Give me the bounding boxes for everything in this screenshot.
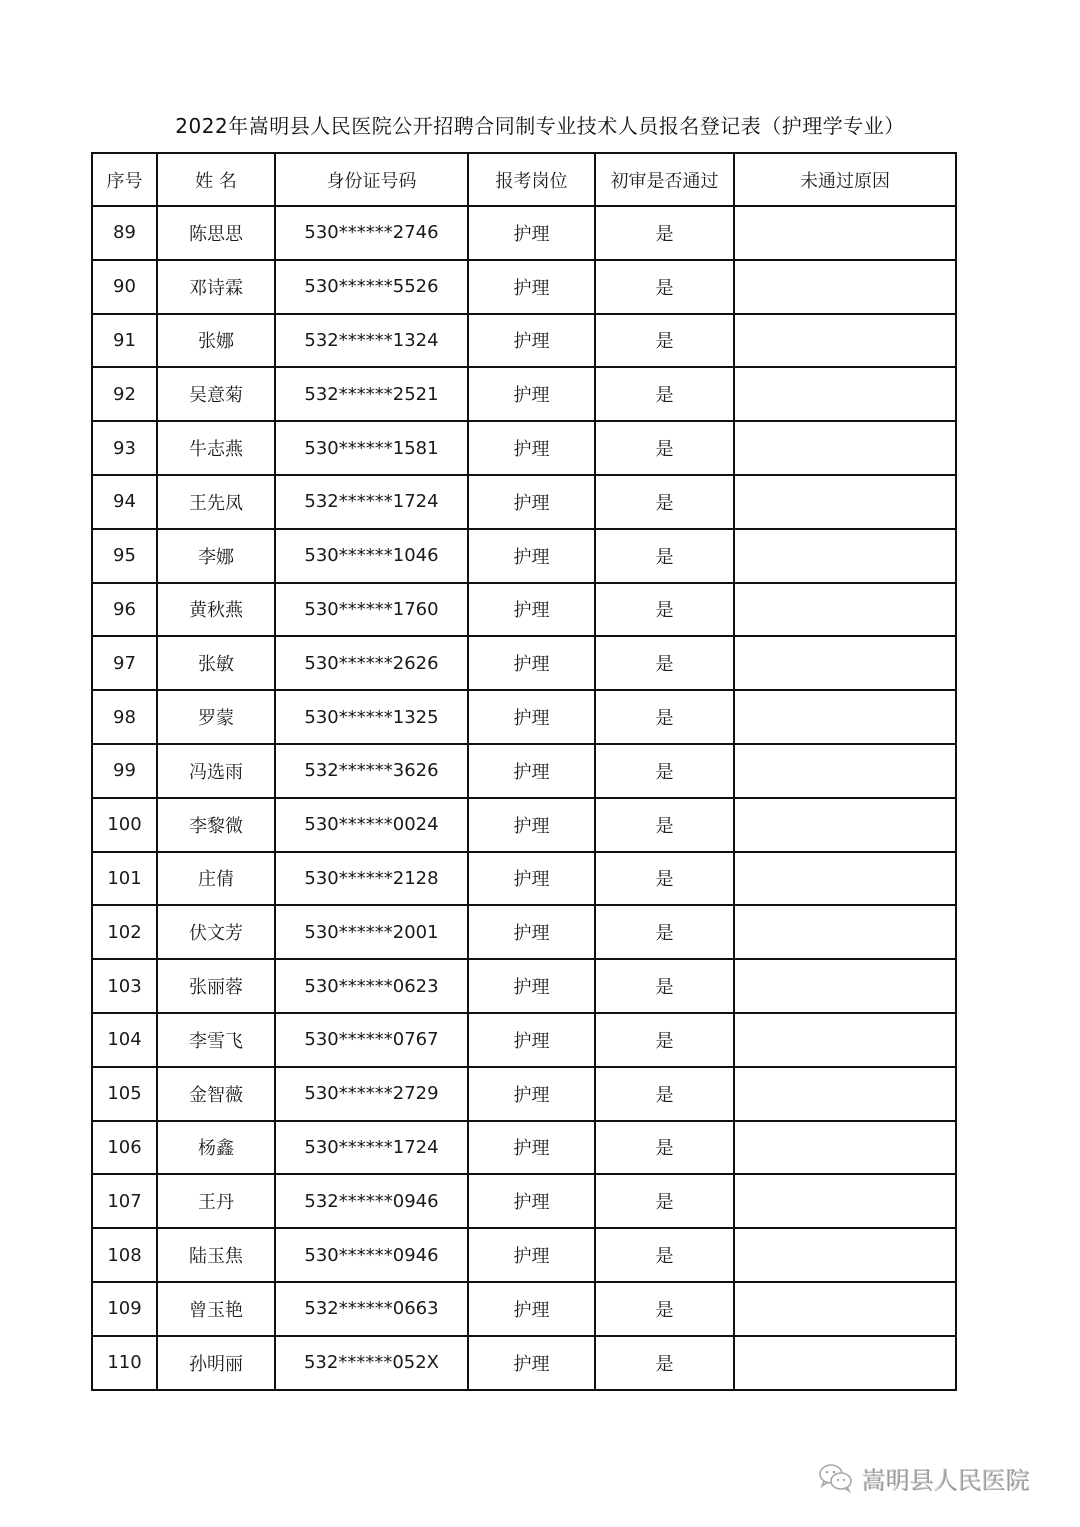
table-row [92,744,956,798]
table-row [92,1067,956,1121]
row-number: 99 [92,744,157,798]
applicant-name: 曾玉艳 [157,1282,275,1336]
review-passed: 是 [595,1336,734,1390]
id-number: 532******052X [275,1336,468,1390]
applicant-name: 张丽蓉 [157,959,275,1013]
row-number: 98 [92,690,157,744]
table-row [92,905,956,959]
fail-reason [734,260,956,314]
fail-reason [734,1282,956,1336]
review-passed: 是 [595,1174,734,1228]
applicant-name: 金智薇 [157,1067,275,1121]
review-passed: 是 [595,1013,734,1067]
applicant-name: 伏文芳 [157,905,275,959]
applied-post: 护理 [468,690,595,744]
review-passed: 是 [595,1067,734,1121]
fail-reason [734,636,956,690]
applicant-name: 杨鑫 [157,1121,275,1175]
fail-reason [734,583,956,637]
row-number: 104 [92,1013,157,1067]
applicant-name: 吴意菊 [157,367,275,421]
applicant-name: 王丹 [157,1174,275,1228]
applied-post: 护理 [468,421,595,475]
fail-reason [734,852,956,906]
table-row [92,529,956,583]
id-number: 530******1724 [275,1121,468,1175]
id-number: 530******5526 [275,260,468,314]
row-number: 103 [92,959,157,1013]
applicant-name: 张娜 [157,314,275,368]
fail-reason [734,529,956,583]
fail-reason [734,744,956,798]
applicant-name: 张敏 [157,636,275,690]
table-row [92,475,956,529]
review-passed: 是 [595,744,734,798]
id-number: 530******2729 [275,1067,468,1121]
fail-reason [734,798,956,852]
table-row [92,690,956,744]
review-passed: 是 [595,367,734,421]
id-number: 530******0767 [275,1013,468,1067]
table-row [92,1121,956,1175]
review-passed: 是 [595,905,734,959]
review-passed: 是 [595,529,734,583]
document-title: 2022年嵩明县人民医院公开招聘合同制专业技术人员报名登记表（护理学专业） [175,114,905,138]
id-number: 530******0946 [275,1228,468,1282]
fail-reason [734,959,956,1013]
header-reason: 未通过原因 [734,153,956,206]
applied-post: 护理 [468,260,595,314]
id-number: 530******0623 [275,959,468,1013]
id-number: 530******1760 [275,583,468,637]
applied-post: 护理 [468,1121,595,1175]
applied-post: 护理 [468,1228,595,1282]
applied-post: 护理 [468,1282,595,1336]
review-passed: 是 [595,636,734,690]
id-number: 532******2521 [275,367,468,421]
row-number: 92 [92,367,157,421]
applicant-name: 孙明丽 [157,1336,275,1390]
table-row [92,367,956,421]
applied-post: 护理 [468,959,595,1013]
applicant-name: 罗蒙 [157,690,275,744]
header-id-number: 身份证号码 [275,153,468,206]
wechat-icon [818,1462,854,1494]
table-row [92,1282,956,1336]
table-row [92,852,956,906]
row-number: 89 [92,206,157,260]
table-header-row [92,153,956,206]
applied-post: 护理 [468,1013,595,1067]
applied-post: 护理 [468,744,595,798]
review-passed: 是 [595,583,734,637]
review-passed: 是 [595,959,734,1013]
fail-reason [734,1013,956,1067]
header-post: 报考岗位 [468,153,595,206]
id-number: 532******0663 [275,1282,468,1336]
table-row [92,206,956,260]
row-number: 95 [92,529,157,583]
table-row [92,798,956,852]
review-passed: 是 [595,1228,734,1282]
applicant-name: 李娜 [157,529,275,583]
table-row [92,959,956,1013]
row-number: 97 [92,636,157,690]
applicant-name: 牛志燕 [157,421,275,475]
row-number: 90 [92,260,157,314]
review-passed: 是 [595,421,734,475]
table-row [92,1228,956,1282]
applied-post: 护理 [468,583,595,637]
id-number: 530******2001 [275,905,468,959]
id-number: 532******1324 [275,314,468,368]
applied-post: 护理 [468,314,595,368]
header-no: 序号 [92,153,157,206]
applied-post: 护理 [468,529,595,583]
applied-post: 护理 [468,1336,595,1390]
fail-reason [734,1174,956,1228]
table-row [92,636,956,690]
applied-post: 护理 [468,1067,595,1121]
id-number: 532******1724 [275,475,468,529]
review-passed: 是 [595,1121,734,1175]
row-number: 101 [92,852,157,906]
applied-post: 护理 [468,1174,595,1228]
review-passed: 是 [595,690,734,744]
row-number: 94 [92,475,157,529]
registration-table [91,152,957,1391]
table-row [92,421,956,475]
applied-post: 护理 [468,905,595,959]
row-number: 109 [92,1282,157,1336]
fail-reason [734,905,956,959]
watermark [818,1458,1030,1498]
table-row [92,260,956,314]
fail-reason [734,1121,956,1175]
applicant-name: 冯选雨 [157,744,275,798]
row-number: 105 [92,1067,157,1121]
watermark-text: 嵩明县人民医院 [862,1466,1030,1495]
applicant-name: 李黎微 [157,798,275,852]
applied-post: 护理 [468,206,595,260]
applicant-name: 陆玉焦 [157,1228,275,1282]
table-row [92,1336,956,1390]
table-row [92,1174,956,1228]
fail-reason [734,1067,956,1121]
review-passed: 是 [595,475,734,529]
review-passed: 是 [595,1282,734,1336]
applied-post: 护理 [468,636,595,690]
row-number: 93 [92,421,157,475]
id-number: 530******2746 [275,206,468,260]
fail-reason [734,1228,956,1282]
applicant-name: 李雪飞 [157,1013,275,1067]
table-row [92,1013,956,1067]
row-number: 107 [92,1174,157,1228]
row-number: 108 [92,1228,157,1282]
review-passed: 是 [595,260,734,314]
id-number: 530******0024 [275,798,468,852]
id-number: 530******1581 [275,421,468,475]
table-row [92,314,956,368]
fail-reason [734,367,956,421]
id-number: 532******0946 [275,1174,468,1228]
applicant-name: 黄秋燕 [157,583,275,637]
id-number: 530******1325 [275,690,468,744]
row-number: 102 [92,905,157,959]
applied-post: 护理 [468,852,595,906]
review-passed: 是 [595,798,734,852]
fail-reason [734,206,956,260]
fail-reason [734,421,956,475]
row-number: 110 [92,1336,157,1390]
id-number: 530******1046 [275,529,468,583]
applicant-name: 王先凤 [157,475,275,529]
review-passed: 是 [595,314,734,368]
applied-post: 护理 [468,798,595,852]
fail-reason [734,1336,956,1390]
id-number: 532******3626 [275,744,468,798]
review-passed: 是 [595,206,734,260]
header-passed: 初审是否通过 [595,153,734,206]
applicant-name: 陈思思 [157,206,275,260]
fail-reason [734,690,956,744]
fail-reason [734,475,956,529]
table-row [92,583,956,637]
review-passed: 是 [595,852,734,906]
id-number: 530******2626 [275,636,468,690]
row-number: 106 [92,1121,157,1175]
row-number: 91 [92,314,157,368]
row-number: 100 [92,798,157,852]
row-number: 96 [92,583,157,637]
applicant-name: 庄倩 [157,852,275,906]
id-number: 530******2128 [275,852,468,906]
header-name: 姓 名 [157,153,275,206]
applied-post: 护理 [468,475,595,529]
applied-post: 护理 [468,367,595,421]
fail-reason [734,314,956,368]
applicant-name: 邓诗霖 [157,260,275,314]
